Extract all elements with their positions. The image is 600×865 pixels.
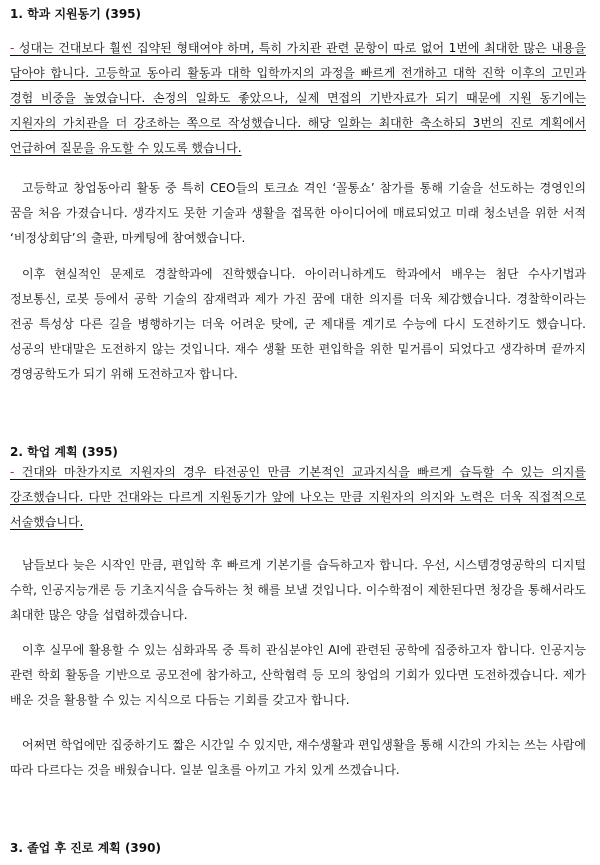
section-2-paragraph-1: 남들보다 늦은 시작인 만큼, 편입학 후 빠르게 기본기를 습득하고자 합니다. 우선, 시스템경영공학의 디지털 수학, 인공지능개론 등 기초지식을 습득하는 첫 해를 보낼 것입니다. 이수학점이 제한된다면 청강을 통해서라도 최대한 많은 양을 섭렵하겠습니다. bbox=[10, 558, 586, 622]
section-2-heading: 2. 학업 계획 (395) bbox=[10, 445, 118, 459]
section-2-note-prefix: - bbox=[10, 465, 22, 479]
section-1-paragraph-2: 이후 현실적인 문제로 경찰학과에 진학했습니다. 아이러니하게도 학과에서 배우는 첨단 수사기법과 정보통신, 로봇 등에서 공학 기술의 잠재력과 제가 가진 꿈에 대한 의지를 더욱 체감했습니다. 경찰학이라는 전공 특성상 다른 길을 병행하기는 더욱 어려운 탓에, 군 제대를 계기로 수능에 다시 도전하기도 했습니다. 성공의 반대말은 도전하지 않는 것입니다. 재수 생활 또한 편입학을 위한 밑거름이 되었다고 생각하며 끝까지 경영공학도가 되기 위해 도전하고자 합니다. bbox=[10, 267, 586, 381]
section-2-paragraph-2: 이후 실무에 활용할 수 있는 심화과목 중 특히 관심분야인 AI에 관련된 공학에 집중하고자 합니다. 인공지능 관련 학회 활동을 기반으로 공모전에 참가하고, 산학협력 등 모의 창업의 기회가 있다면 도전하겠습니다. 제가 배운 것을 활용할 수 있는 지식으로 다듬는 기회를 갖고자 합니다. bbox=[10, 643, 586, 707]
section-3-heading: 3. 졸업 후 진로 계획 (390) bbox=[10, 841, 161, 855]
section-2-note bbox=[10, 460, 586, 535]
section-2-note-text: 건대와 마찬가지로 지원자의 경우 타전공인 만큼 기본적인 교과지식을 빠르게 습득할 수 있는 의지를 강조했습니다. 다만 건대와는 다르게 지원동기가 앞에 나오는 만큼 지원자의 의지와 노력은 더욱 직접적으로 서술했습니다. bbox=[10, 465, 586, 529]
section-1-note-text: 성대는 건대보다 훨씬 집약된 형태여야 하며, 특히 가치관 관련 문항이 따로 없어 1번에 최대한 많은 내용을 담아야 합니다. 고등학교 동아리 활동과 대학 입학까지의 과정을 빠르게 전개하고 대학 진학 이후의 고민과 경험 비중을 높였습니다. 손정의 일화도 좋았으나, 실제 면접의 기반자료가 되기 때문에 지원 동기에는 지원자의 가치관을 더 강조하는 쪽으로 작성했습니다. 해당 일화는 최대한 축소하되 3번의 진로 계획에서 언급하여 질문을 유도할 수 있도록 했습니다. bbox=[10, 41, 586, 155]
section-1-note bbox=[10, 36, 586, 161]
section-1-paragraph-1: 고등학교 창업동아리 활동 중 특히 CEO들의 토크쇼 격인 ‘꼴통쇼’ 참가를 통해 기술을 선도하는 경영인의 꿈을 처음 가졌습니다. 생각지도 못한 기술과 생활을 접목한 아이디어에 매료되었고 미래 청소년을 위한 서적 ‘비정상회담’의 출판, 마케팅에 참여했습니다. bbox=[10, 181, 586, 245]
section-2-paragraph-3: 어쩌면 학업에만 집중하기도 짧은 시간일 수 있지만, 재수생활과 편입생활을 통해 시간의 가치는 쓰는 사람에 따라 다르다는 것을 배웠습니다. 일분 일초를 아끼고 가치 있게 쓰겠습니다. bbox=[10, 738, 586, 777]
section-1-note-prefix: - bbox=[10, 41, 19, 55]
section-1-heading: 1. 학과 지원동기 (395) bbox=[10, 7, 142, 21]
